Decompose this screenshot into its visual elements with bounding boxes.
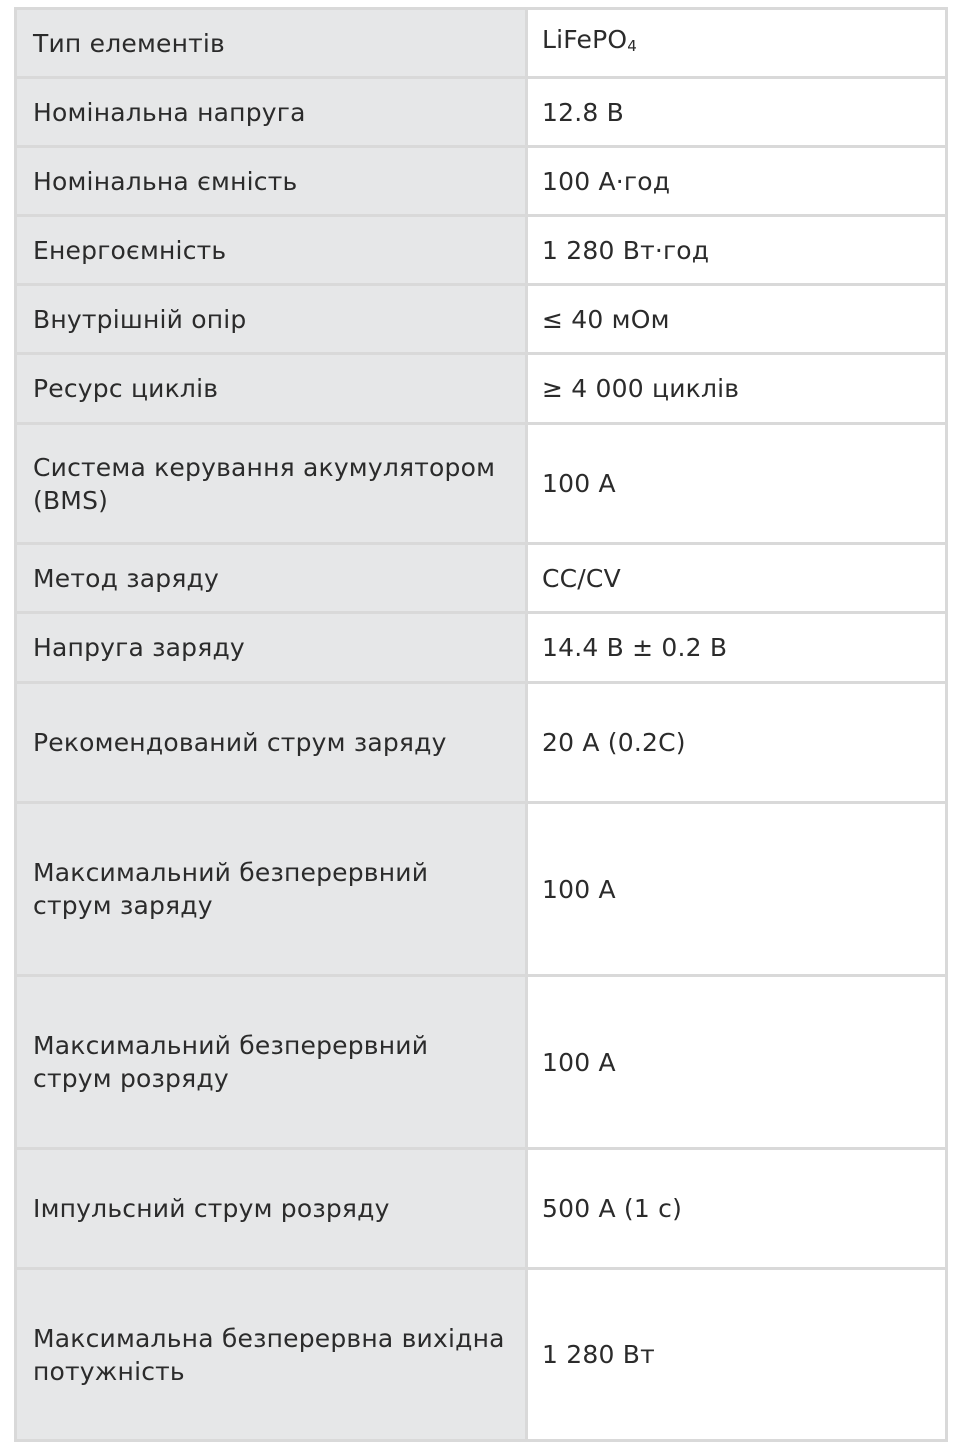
table-row bbox=[16, 1149, 947, 1269]
table-row bbox=[16, 147, 947, 216]
param-value bbox=[527, 9, 947, 78]
param-value: ≤ 40 мОм bbox=[527, 285, 947, 354]
table-row bbox=[16, 285, 947, 354]
param-value: 500 А (1 с) bbox=[527, 1149, 947, 1269]
specification-table bbox=[14, 7, 948, 1442]
table-row bbox=[16, 683, 947, 803]
param-label: Тип елементів bbox=[16, 9, 527, 78]
table-row bbox=[16, 424, 947, 544]
param-label: Напруга заряду bbox=[16, 613, 527, 683]
param-label: Максимальний безперервний струм розряду bbox=[16, 976, 527, 1149]
value-text: LiFePO bbox=[542, 25, 628, 54]
table-row bbox=[16, 976, 947, 1149]
param-label: Ресурс циклів bbox=[16, 354, 527, 424]
param-label: Внутрішній опір bbox=[16, 285, 527, 354]
param-value: 100 А bbox=[527, 803, 947, 976]
param-value: 20 А (0.2C) bbox=[527, 683, 947, 803]
param-value: 1 280 Вт bbox=[527, 1269, 947, 1441]
param-value: CC/CV bbox=[527, 544, 947, 613]
table-row bbox=[16, 613, 947, 683]
table-row bbox=[16, 544, 947, 613]
param-value: 100 А bbox=[527, 424, 947, 544]
param-value: 100 А·год bbox=[527, 147, 947, 216]
param-label: Енергоємність bbox=[16, 216, 527, 285]
table-row bbox=[16, 354, 947, 424]
param-value: 1 280 Вт·год bbox=[527, 216, 947, 285]
param-label: Метод заряду bbox=[16, 544, 527, 613]
table-row bbox=[16, 9, 947, 78]
param-label: Рекомендований струм заряду bbox=[16, 683, 527, 803]
table-row bbox=[16, 216, 947, 285]
param-label: Максимальна безперервна вихідна потужність bbox=[16, 1269, 527, 1441]
param-label: Номінальна ємність bbox=[16, 147, 527, 216]
param-label: Номінальна напруга bbox=[16, 78, 527, 147]
table-row bbox=[16, 78, 947, 147]
param-value: 100 А bbox=[527, 976, 947, 1149]
param-value: ≥ 4 000 циклів bbox=[527, 354, 947, 424]
param-value: 12.8 В bbox=[527, 78, 947, 147]
param-value: 14.4 В ± 0.2 В bbox=[527, 613, 947, 683]
value-subscript: 4 bbox=[627, 37, 637, 55]
table-row bbox=[16, 803, 947, 976]
param-label: Імпульсний струм розряду bbox=[16, 1149, 527, 1269]
param-label: Максимальний безперервний струм заряду bbox=[16, 803, 527, 976]
param-label: Система керування акумулятором (BMS) bbox=[16, 424, 527, 544]
table-row bbox=[16, 1269, 947, 1441]
